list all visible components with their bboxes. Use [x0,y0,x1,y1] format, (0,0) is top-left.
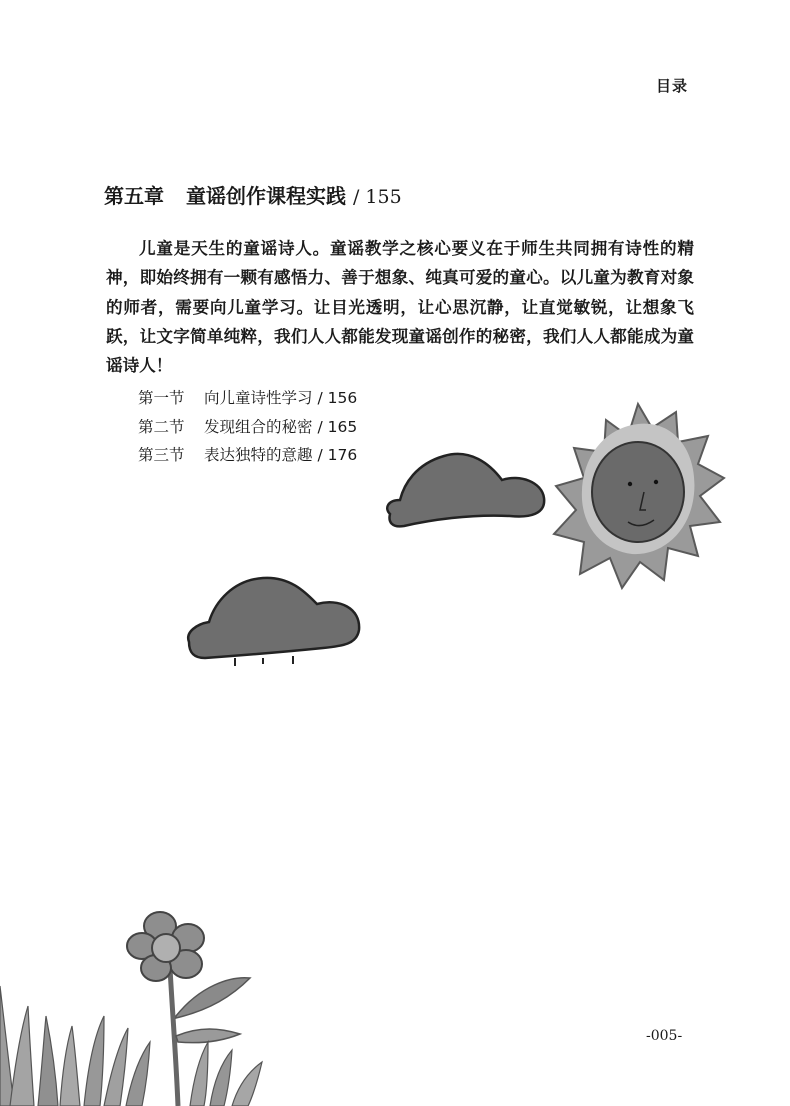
cloud-illustration-lower [183,572,368,672]
section-header-label: 目录 [656,77,689,95]
section-title: 向儿童诗性学习 [204,389,313,407]
page-number: -005- [646,1028,683,1044]
section-number: 第二节 [138,417,185,436]
section-item [138,413,357,442]
section-page: / 165 [317,417,358,436]
section-number: 第一节 [138,389,185,407]
chapter-title: 童谣创作课程实践 [186,184,346,208]
section-list [138,384,357,470]
section-item [138,441,357,470]
section-number: 第三节 [138,446,185,464]
sun-illustration [548,398,728,618]
section-page: / 156 [317,389,358,407]
section-title: 发现组合的秘密 [204,417,313,436]
section-page: / 176 [317,446,358,464]
section-item [138,384,357,413]
chapter-page: / 155 [352,186,402,208]
chapter-heading [104,180,402,209]
chapter-intro-paragraph: 儿童是天生的童谣诗人。童谣教学之核心要义在于师生共同拥有诗性的精神，即始终拥有一颗有感悟力、善于想象、纯真可爱的童心。以儿童为教育对象的师者，需要向儿童学习。让目光透明，让心思沉静，让直觉敏锐，让想象飞跃，让文字简单纯粹，我们人人都能发现童谣创作的秘密，我们人人都能成为童谣诗人！ [106,238,694,376]
section-title: 表达独特的意趣 [204,446,313,464]
cloud-illustration-upper [380,444,550,534]
chapter-number: 第五章 [104,184,164,208]
flower-grass-illustration [0,906,310,1106]
